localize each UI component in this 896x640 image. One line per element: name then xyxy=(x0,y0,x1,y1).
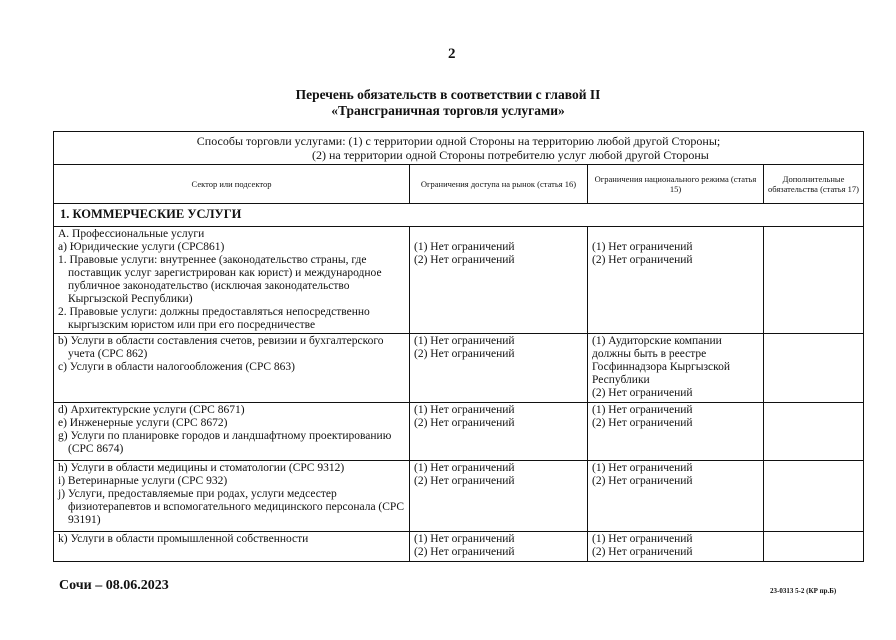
header-national-treatment: Ограничения национального режима (статья 15) xyxy=(588,165,764,204)
national-treatment-cell xyxy=(588,403,764,461)
table-row xyxy=(54,461,864,532)
sector-cell xyxy=(54,403,410,461)
national-treatment-line: (2) Нет ограничений xyxy=(592,546,693,558)
national-treatment-line: (1) Нет ограничений xyxy=(592,533,693,545)
section-row xyxy=(54,204,864,227)
market-access-line: (1) Нет ограничений xyxy=(414,462,515,474)
national-treatment-cell xyxy=(588,461,764,532)
sector-line: b) Услуги в области составления счетов, ревизии и бухгалтерского учета (CPC 862) xyxy=(58,335,384,360)
sector-line: 1. Правовые услуги: внутреннее (законодательство страны, где поставщик услуг зарегистрирован как юрист) и международное публичное законодательство (исключая законодательство Кыргызской Республики) xyxy=(58,254,382,305)
additional-commitments-cell xyxy=(764,461,864,532)
market-access-line xyxy=(414,228,583,241)
market-access-line: (2) Нет ограничений xyxy=(414,546,515,558)
supply-modes-cell xyxy=(54,132,864,165)
national-treatment-line: (1) Нет ограничений xyxy=(592,241,693,253)
market-access-cell xyxy=(410,532,588,562)
sector-line: e) Инженерные услуги (CPC 8672) xyxy=(58,417,228,429)
sector-line: j) Услуги, предоставляемые при родах, услуги медсестер физиотерапевтов и вспомогательного медицинского персонала (CPC 93191) xyxy=(58,488,404,526)
national-treatment-line: (2) Нет ограничений xyxy=(592,254,693,266)
additional-commitments-cell xyxy=(764,403,864,461)
sector-line: A. Профессиональные услуги xyxy=(58,228,205,240)
table-row xyxy=(54,227,864,334)
market-access-line: (1) Нет ограничений xyxy=(414,533,515,545)
sector-cell xyxy=(54,532,410,562)
sector-cell xyxy=(54,461,410,532)
market-access-line: (2) Нет ограничений xyxy=(414,254,515,266)
sector-line: d) Архитектурские услуги (CPC 8671) xyxy=(58,404,245,416)
market-access-line: (1) Нет ограничений xyxy=(414,241,515,253)
document-title-line-1: Перечень обязательств в соответствии с главой II xyxy=(295,87,601,102)
footer-document-code: 23-0313 5-2 (КР пр.Б) xyxy=(770,587,837,595)
document-title-line-2: «Трансграничная торговля услугами» xyxy=(331,103,565,118)
national-treatment-line: (2) Нет ограничений xyxy=(592,475,693,487)
national-treatment-cell xyxy=(588,227,764,334)
national-treatment-cell xyxy=(588,334,764,403)
national-treatment-line: (1) Аудиторские компании должны быть в реестре Госфиннадзора Кыргызской Республики xyxy=(592,335,731,386)
header-market-access: Ограничения доступа на рынок (статья 16) xyxy=(410,165,588,204)
commitments-table xyxy=(53,131,864,562)
market-access-cell xyxy=(410,334,588,403)
supply-modes-line-2: (2) на территории одной Стороны потребителю услуг любой другой Стороны xyxy=(312,148,709,162)
supply-modes-line-1: Способы торговли услугами: (1) с территории одной Стороны на территорию любой другой Стороны; xyxy=(196,134,721,148)
header-sector: Сектор или подсектор xyxy=(54,165,410,204)
page-number: 2 xyxy=(448,46,456,62)
national-treatment-cell xyxy=(588,532,764,562)
table-row xyxy=(54,403,864,461)
national-treatment-line: (2) Нет ограничений xyxy=(592,417,693,429)
market-access-line: (1) Нет ограничений xyxy=(414,335,515,347)
sector-line: 2. Правовые услуги: должны предоставляться непосредственно кыргызским юристом или при его посредничестве xyxy=(58,306,370,331)
market-access-cell xyxy=(410,461,588,532)
sector-line: g) Услуги по планировке городов и ландшафтному проектированию (CPC 8674) xyxy=(58,430,392,455)
additional-commitments-cell xyxy=(764,532,864,562)
sector-line: a) Юридические услуги (CPC861) xyxy=(58,241,225,253)
national-treatment-line: (1) Нет ограничений xyxy=(592,462,693,474)
sector-cell xyxy=(54,334,410,403)
table-row xyxy=(54,532,864,562)
sector-cell xyxy=(54,227,410,334)
market-access-line: (2) Нет ограничений xyxy=(414,475,515,487)
market-access-cell xyxy=(410,403,588,461)
section-title: 1. КОММЕРЧЕСКИЕ УСЛУГИ xyxy=(54,204,864,227)
national-treatment-line: (2) Нет ограничений xyxy=(592,387,693,399)
sector-line: k) Услуги в области промышленной собственности xyxy=(58,533,309,545)
table-header-row xyxy=(54,165,864,204)
market-access-line: (1) Нет ограничений xyxy=(414,404,515,416)
header-additional-commitments: Дополнительные обязательства (статья 17) xyxy=(764,165,864,204)
sector-line: c) Услуги в области налогообложения (CPC 863) xyxy=(58,361,295,373)
additional-commitments-cell xyxy=(764,227,864,334)
market-access-line: (2) Нет ограничений xyxy=(414,417,515,429)
sector-line: i) Ветеринарные услуги (CPC 932) xyxy=(58,475,228,487)
table-row xyxy=(54,334,864,403)
national-treatment-line: (1) Нет ограничений xyxy=(592,404,693,416)
additional-commitments-cell xyxy=(764,334,864,403)
national-treatment-line xyxy=(592,228,759,241)
market-access-cell xyxy=(410,227,588,334)
supply-modes-row xyxy=(54,132,864,165)
market-access-line: (2) Нет ограничений xyxy=(414,348,515,360)
sector-line: h) Услуги в области медицины и стоматологии (CPC 9312) xyxy=(58,462,345,474)
footer-place-date: Сочи – 08.06.2023 xyxy=(59,578,169,593)
